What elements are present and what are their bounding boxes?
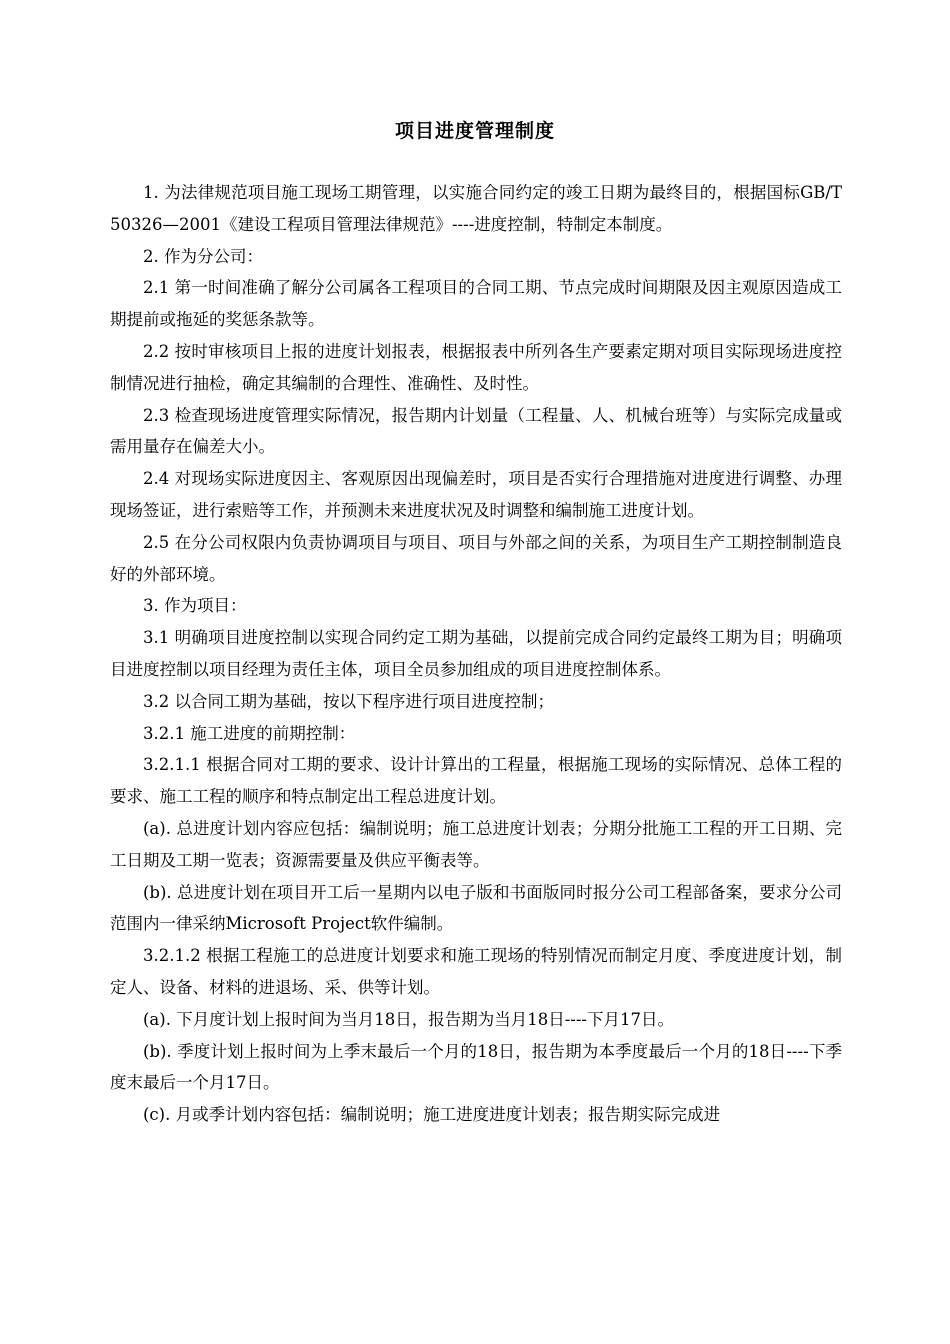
paragraph-item-b-2: (b). 季度计划上报时间为上季末最后一个月的18日，报告期为本季度最后一个月的18日----下季度末最后一个月17日。 [110,1041,842,1093]
paragraph-item-a-1: (a). 总进度计划内容应包括：编制说明；施工总进度计划表；分期分批施工工程的开工日期、完工日期及工期一览表；资源需要量及供应平衡表等。 [110,818,842,870]
paragraph-2-5: 2.5 在分公司权限内负责协调项目与项目、项目与外部之间的关系，为项目生产工期控制制造良好的外部环境。 [110,532,842,584]
paragraph-2-1: 2.1 第一时间准确了解分公司属各工程项目的合同工期、节点完成时间期限及因主观原因造成工期提前或拖延的奖惩条款等。 [110,278,842,330]
paragraph-3-1: 3.1 明确项目进度控制以实现合同约定工期为基础，以提前完成合同约定最终工期为目；明确项目进度控制以项目经理为责任主体，项目全员参加组成的项目进度控制体系。 [110,628,842,679]
paragraph-3-2-1-2: 3.2.1.2 根据工程施工的总进度计划要求和施工现场的特别情况而制定月度、季度进度计划，制定人、设备、材料的进退场、采、供等计划。 [110,946,842,997]
page-title: 项目进度管理制度 [394,120,555,142]
paragraph-item-b-1: (b). 总进度计划在项目开工后一星期内以电子版和书面版同时报分公司工程部备案，要求分公司范围内一律采纳Microsoft Project软件编制。 [110,882,842,934]
paragraph-item-a-2: (a). 下月度计划上报时间为当月18日，报告期为当月18日----下月17日。 [143,1009,674,1029]
paragraph-3-2-1-1: 3.2.1.1 根据合同对工期的要求、设计计算出的工程量，根据施工现场的实际情况、总体工程的要求、施工工程的顺序和特点制定出工程总进度计划。 [110,755,842,807]
paragraph-item-c-2: (c). 月或季计划内容包括：编制说明；施工进度进度计划表；报告期实际完成进 [143,1105,721,1125]
paragraph-3-2: 3.2 以合同工期为基础，按以下程序进行项目进度控制； [143,691,554,711]
paragraph-3: 3. 作为项目： [143,596,247,616]
paragraph-3-2-1: 3.2.1 施工进度的前期控制： [143,723,356,743]
document-body [110,177,842,1131]
paragraph-2-4: 2.4 对现场实际进度因主、客观原因出现偏差时，项目是否实行合理措施对进度进行调整、办理现场签证，进行索赔等工作，并预测未来进度状况及时调整和编制施工进度计划。 [110,469,842,520]
paragraph-1: 1. 为法律规范项目施工现场工期管理，以实施合同约定的竣工日期为最终目的，根据国标GB/T 50326—2001《建设工程项目管理法律规范》----进度控制，特制定本制度。 [110,183,842,234]
paragraph-2: 2. 作为分公司： [143,246,263,266]
paragraph-2-3: 2.3 检查现场进度管理实际情况，报告期内计划量（工程量、人、机械台班等）与实际完成量或需用量存在偏差大小。 [110,405,842,457]
paragraph-2-2: 2.2 按时审核项目上报的进度计划报表，根据报表中所列各生产要素定期对项目实际现场进度控制情况进行抽检，确定其编制的合理性、准确性、及时性。 [110,341,842,393]
